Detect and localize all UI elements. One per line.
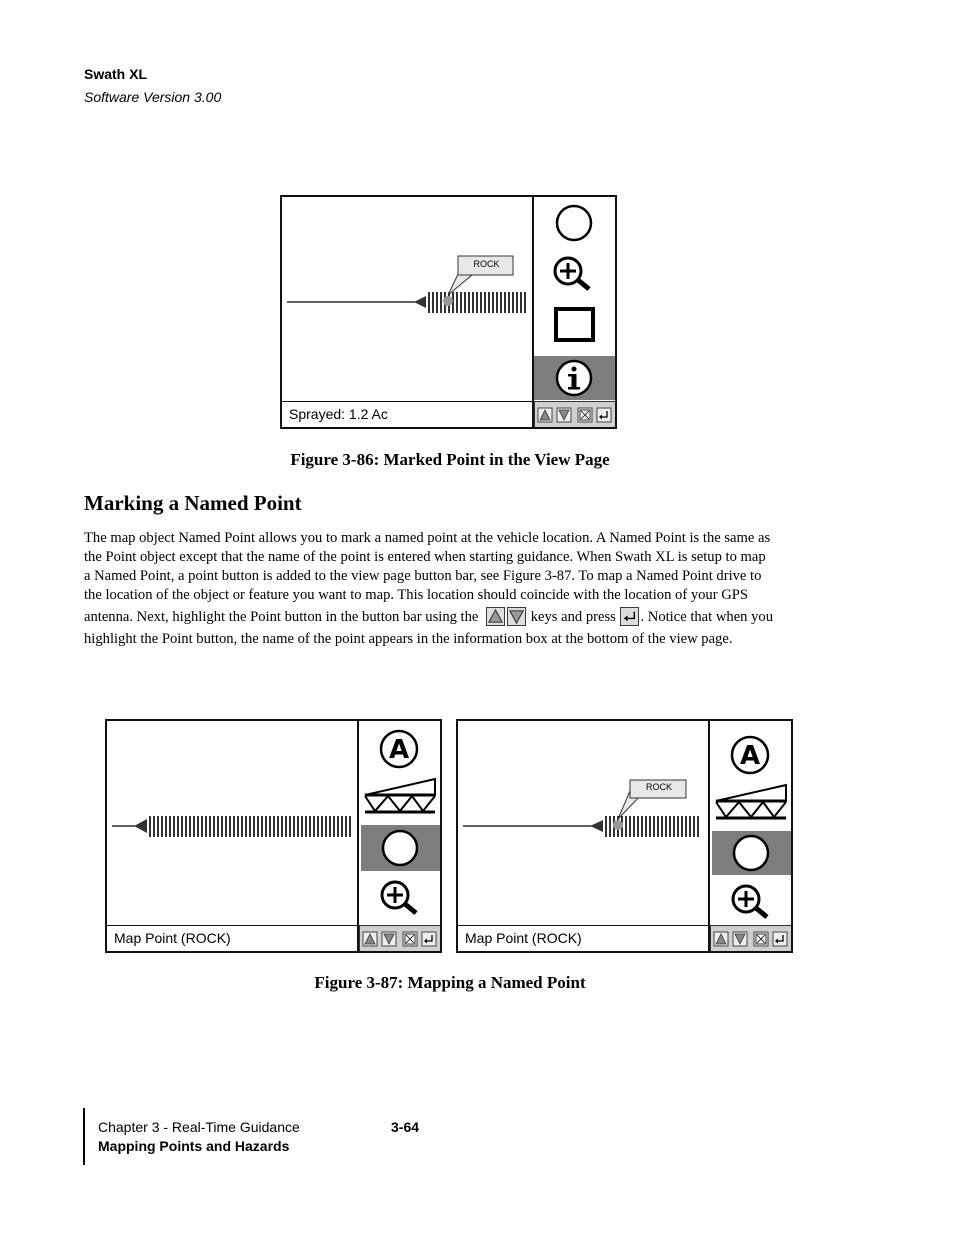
boom-icon xyxy=(710,781,791,827)
page-number: 3-64 xyxy=(391,1119,420,1135)
up-key-icon[interactable] xyxy=(363,932,377,946)
paragraph-line: the Point object except that the name of the point is entered when starting guidance. When Swath XL is setup to map xyxy=(84,549,766,565)
info-button[interactable] xyxy=(534,356,615,400)
marked-point-label: ROCK xyxy=(473,259,500,269)
paragraph-line: highlight the Point button, the name of the point appears in the information box at the bottom of the view page. xyxy=(84,631,733,647)
paragraph-text: keys and press xyxy=(530,609,616,625)
software-version: Software Version 3.00 xyxy=(84,89,222,105)
info-icon xyxy=(534,356,615,400)
key-bar xyxy=(710,925,791,951)
up-key-icon[interactable] xyxy=(538,408,552,422)
svg-text:A: A xyxy=(739,741,761,771)
down-key-icon[interactable] xyxy=(733,932,747,946)
status-text: Map Point (ROCK) xyxy=(465,930,582,946)
auto-a-icon xyxy=(359,723,440,775)
down-key-icon xyxy=(507,607,526,626)
boom-button[interactable] xyxy=(359,775,440,821)
circle-icon xyxy=(534,199,615,247)
enter-key-icon[interactable] xyxy=(597,408,611,422)
circle-icon xyxy=(361,825,440,871)
point-button[interactable] xyxy=(361,825,440,871)
footer-chapter: Chapter 3 - Real-Time Guidance xyxy=(98,1119,300,1135)
zoom-in-icon xyxy=(534,247,615,297)
marked-point-label: ROCK xyxy=(645,782,672,792)
circle-button[interactable] xyxy=(534,199,615,247)
paragraph-line-with-keys xyxy=(84,607,814,627)
figure-87-caption: Figure 3-87: Mapping a Named Point xyxy=(314,973,586,992)
document-title: Swath XL xyxy=(84,66,148,82)
footer-rule xyxy=(83,1108,85,1165)
cancel-key-icon[interactable] xyxy=(403,932,417,946)
paragraph-line: a Named Point, a point button is added to the view page button bar, see Figure 3-87. To map a Named Point drive to xyxy=(84,568,762,584)
figure-87-left-screen xyxy=(105,719,442,953)
key-bar xyxy=(359,925,440,951)
paragraph-line: the location of the object or feature you want to map. This location should coincide with the location of your GPS xyxy=(84,587,749,603)
section-heading: Marking a Named Point xyxy=(84,491,302,515)
boom-icon xyxy=(359,775,440,821)
down-key-icon[interactable] xyxy=(557,408,571,422)
zoom-in-icon xyxy=(710,877,791,925)
paragraph-text: antenna. Next, highlight the Point button in the button bar using the xyxy=(84,609,479,625)
paragraph-line: The map object Named Point allows you to mark a named point at the vehicle location. A Named Point is the same as xyxy=(84,530,771,546)
enter-key-icon[interactable] xyxy=(422,932,436,946)
paragraph-text: . Notice that when you xyxy=(640,609,774,625)
zoom-in-button[interactable] xyxy=(710,877,791,925)
figure-87-right-screen xyxy=(456,719,793,953)
enter-key-icon xyxy=(620,607,639,626)
square-button[interactable] xyxy=(534,297,615,353)
zoom-in-button[interactable] xyxy=(534,247,615,297)
key-bar xyxy=(534,401,615,427)
figure-86-screen xyxy=(280,195,617,429)
map-view xyxy=(458,721,708,925)
up-key-icon[interactable] xyxy=(714,932,728,946)
map-view xyxy=(282,197,532,401)
footer-section: Mapping Points and Hazards xyxy=(98,1138,290,1154)
auto-a-icon xyxy=(710,729,791,781)
status-text: Map Point (ROCK) xyxy=(114,930,231,946)
status-text: Sprayed: 1.2 Ac xyxy=(289,406,388,422)
zoom-in-icon xyxy=(359,871,440,923)
status-divider xyxy=(107,925,357,926)
point-button[interactable] xyxy=(712,831,791,875)
status-divider xyxy=(282,401,532,402)
status-divider xyxy=(458,925,708,926)
up-key-icon xyxy=(486,607,505,626)
cancel-key-icon[interactable] xyxy=(578,408,592,422)
auto-a-button[interactable] xyxy=(710,729,791,781)
enter-key-icon[interactable] xyxy=(773,932,787,946)
map-view xyxy=(107,721,357,925)
svg-text:A: A xyxy=(388,735,410,765)
cancel-key-icon[interactable] xyxy=(754,932,768,946)
figure-86-caption: Figure 3-86: Marked Point in the View Page xyxy=(290,450,610,469)
circle-icon xyxy=(712,831,791,875)
auto-a-button[interactable] xyxy=(359,723,440,775)
zoom-in-button[interactable] xyxy=(359,871,440,923)
boom-button[interactable] xyxy=(710,781,791,827)
square-icon xyxy=(534,297,615,353)
body-paragraph xyxy=(84,529,814,649)
down-key-icon[interactable] xyxy=(382,932,396,946)
